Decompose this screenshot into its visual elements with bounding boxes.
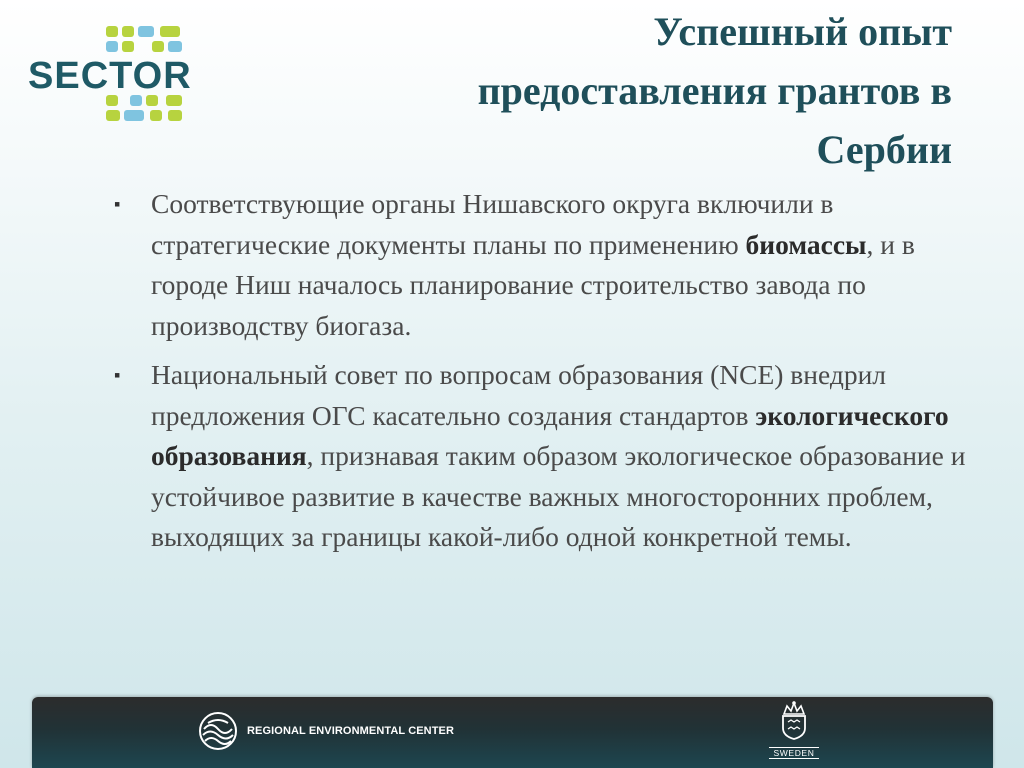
bullet-text: , признавая таким образом экологическое образование и устойчивое развитие в качестве важных многосторонних проблем, выходящих за границы какой-либо одной конкретной темы. (151, 440, 966, 552)
bullet-bold-text: экологического образования (151, 399, 949, 471)
title-line: Сербии (816, 127, 952, 172)
bullet-item (110, 355, 970, 558)
footer-bar (32, 697, 993, 768)
sector-logo-icon (26, 22, 206, 134)
rec-wave-icon (198, 711, 238, 751)
sector-logo-text: SECTOR (28, 55, 192, 97)
page-title (332, 2, 952, 179)
rec-label: REGIONAL ENVIRONMENTAL CENTER (247, 725, 455, 737)
bullet-marker-icon: ▪ (114, 194, 121, 214)
bullet-bold-text: биомассы (745, 228, 867, 260)
sweden-logo (764, 700, 824, 758)
title-line: Успешный опыт (653, 9, 952, 54)
title-line: предоставления грантов в (477, 68, 952, 113)
bullet-text: Национальный совет по вопросам образования (NCE) внедрил предложения ОГС касательно создания стандартов (151, 359, 887, 431)
bullet-text: Соответствующие органы Нишавского округа включили в стратегические документы планы по применению (151, 188, 834, 260)
bullet-item (110, 184, 970, 346)
rec-logo (198, 711, 454, 751)
bullet-marker-icon: ▪ (114, 365, 121, 385)
bullet-text: , и в городе Ниш началось планирование строительство завода по производству биогаза. (151, 228, 915, 341)
sector-logo (26, 22, 206, 134)
swedish-crown-icon (776, 700, 812, 740)
bullet-list (110, 184, 970, 567)
sweden-label: SWEDEN (769, 747, 819, 759)
